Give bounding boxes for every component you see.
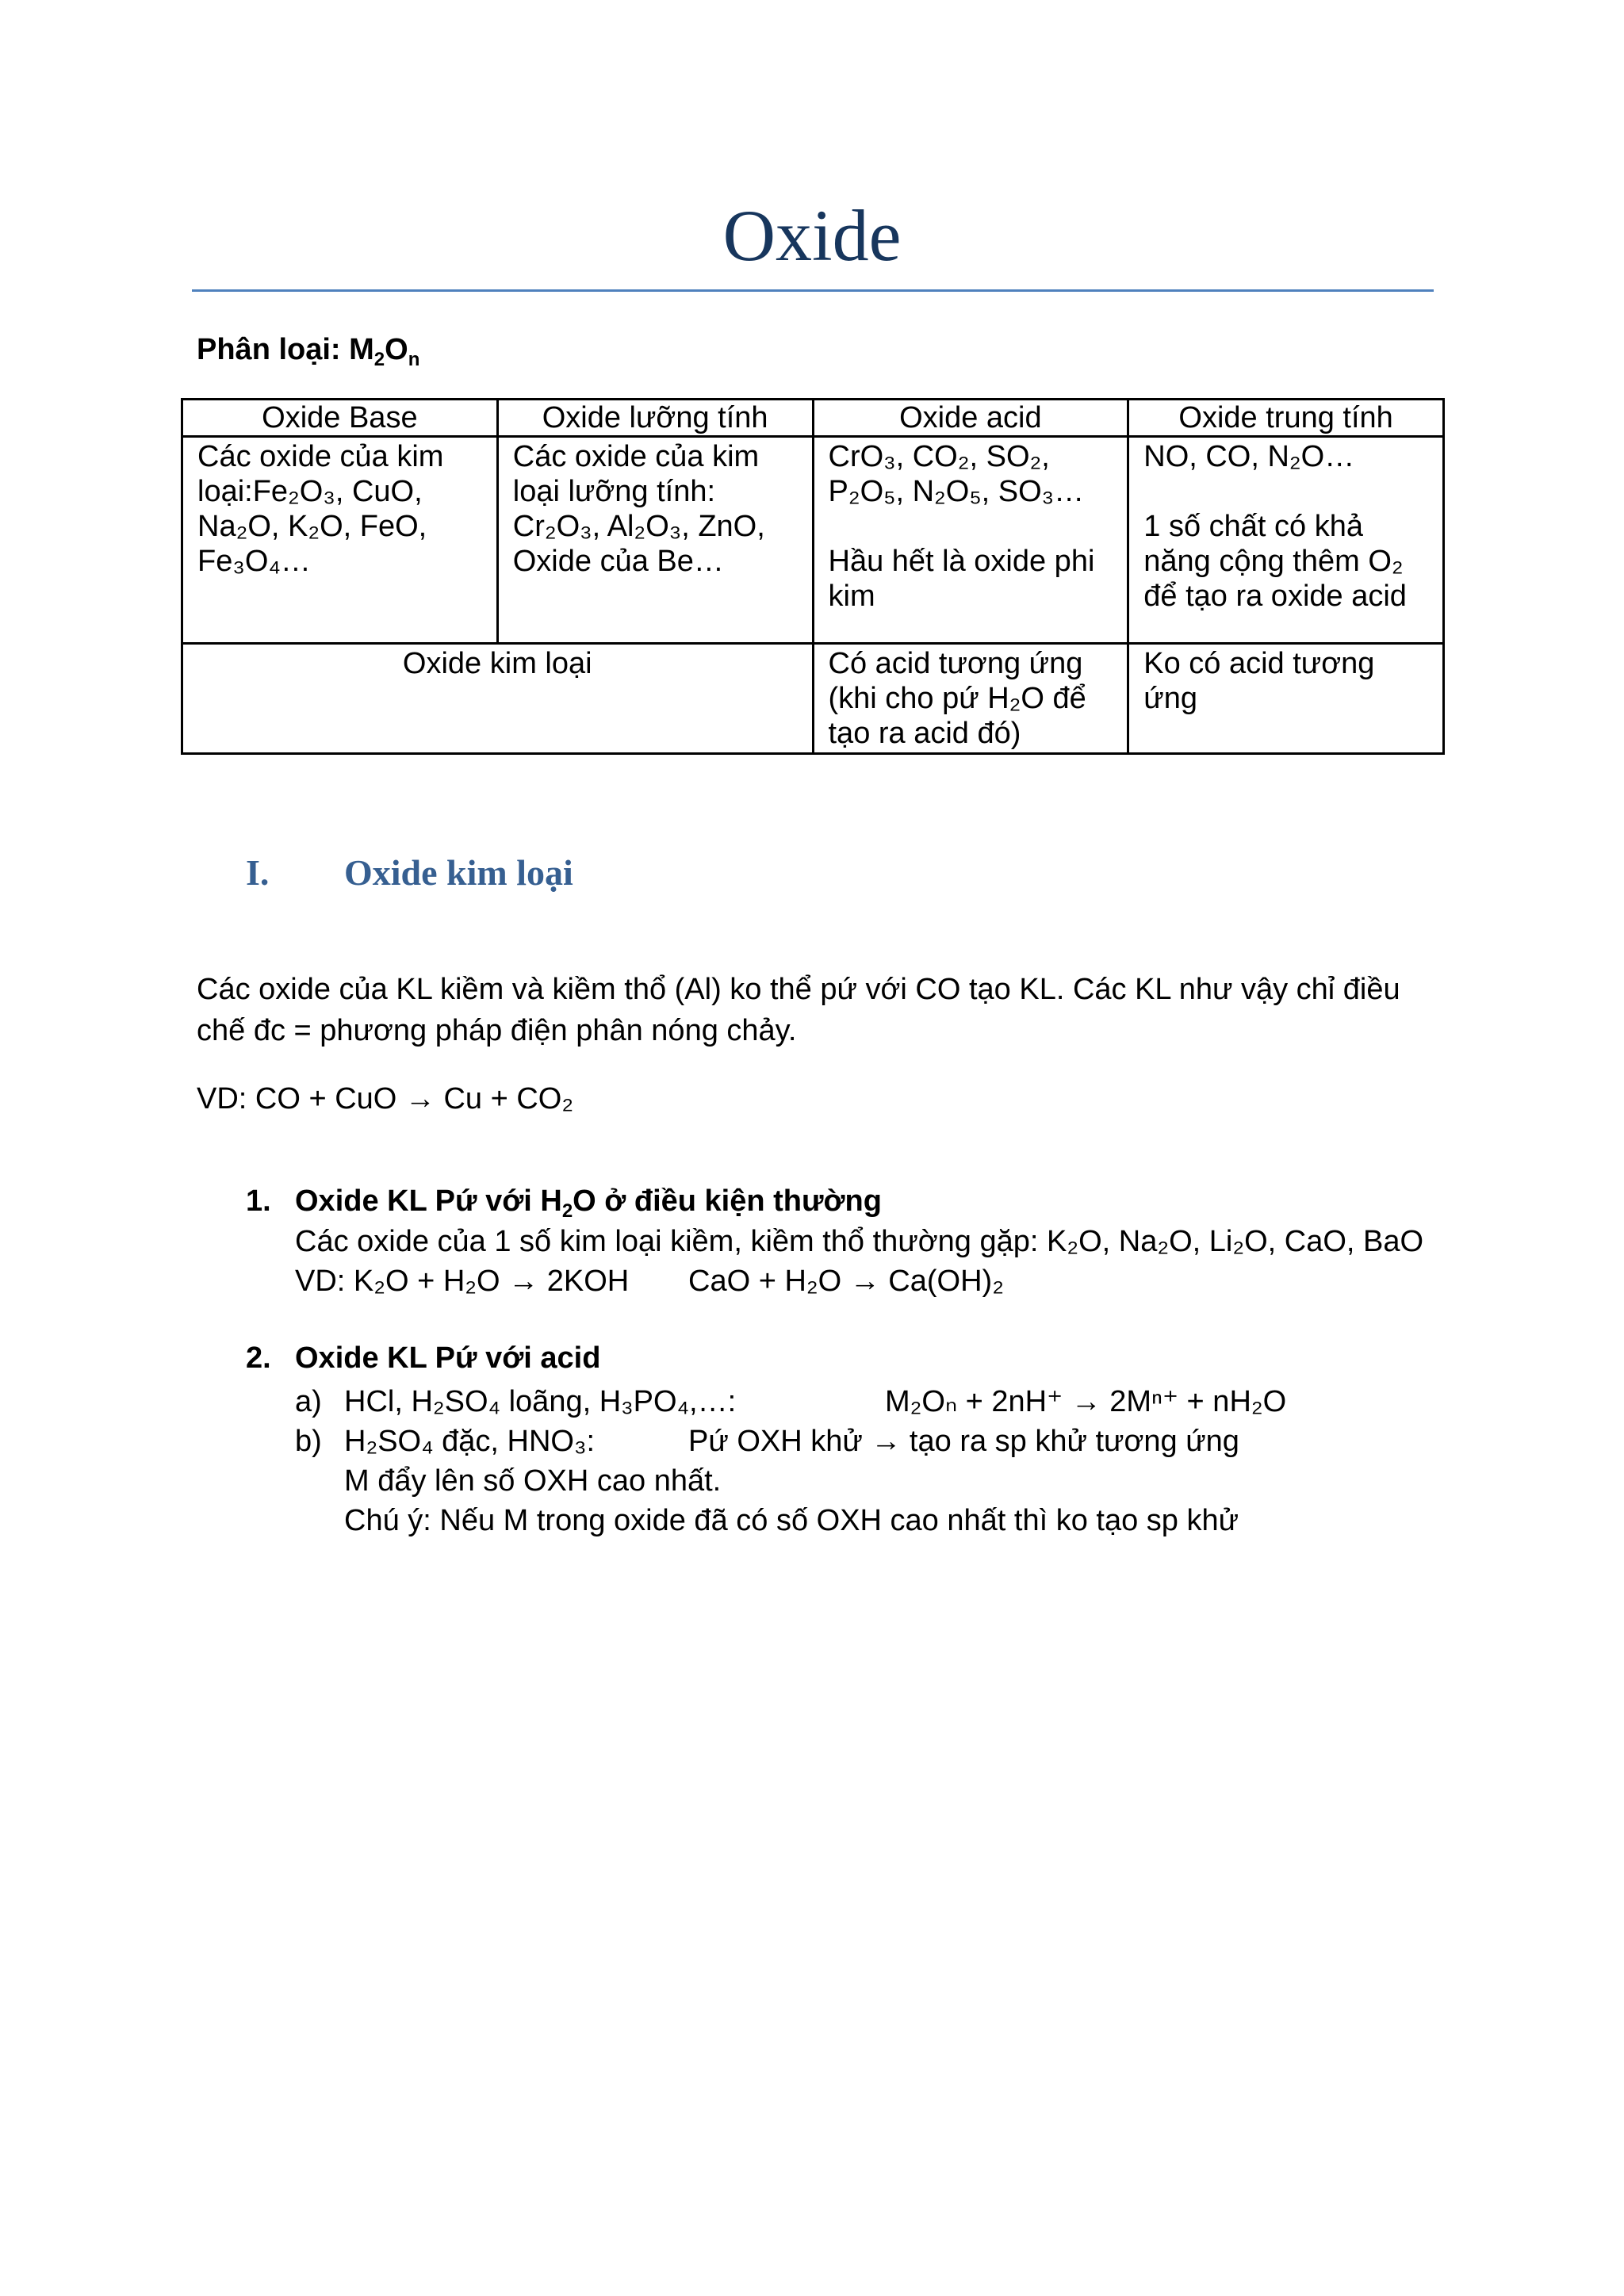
table-header-row [182, 400, 1444, 437]
list-item-number: 2. [246, 1341, 271, 1375]
cell-neutral-examples: NO, CO, N₂O… 1 số chất có khả năng cộng thêm O₂ để tạo ra oxide acid [1128, 437, 1444, 644]
document-title: Oxide [722, 195, 902, 276]
header-oxide-amphoteric: Oxide lưỡng tính [497, 400, 813, 437]
header-oxide-neutral: Oxide trung tính [1128, 400, 1444, 437]
header-oxide-acid: Oxide acid [813, 400, 1128, 437]
section-number: I. [246, 852, 270, 893]
section-title: Oxide kim loại [344, 852, 573, 893]
cell-acid-property: Có acid tương ứng (khi cho pứ H₂O để tạo ra acid đó) [813, 644, 1128, 754]
cell-base-examples: Các oxide của kim loại:Fe₂O₃, CuO, Na₂O, K₂O, FeO, Fe₃O₄… [182, 437, 498, 644]
list-item-equation: CaO + H₂O → Ca(OH)₂ [688, 1265, 1004, 1298]
sub-item-letter: b) [295, 1425, 322, 1458]
sub-item-note: Chú ý: Nếu M trong oxide đã có số OXH cao nhất thì ko tạo sp khử [344, 1504, 1239, 1537]
cell-metal-oxide: Oxide kim loại [182, 644, 814, 754]
sub-item-letter: a) [295, 1385, 322, 1418]
example-equation: VD: CO + CuO → Cu + CO₂ [197, 1082, 574, 1115]
cell-neutral-property: Ko có acid tương ứng [1128, 644, 1444, 754]
list-item-heading: Oxide KL Pứ với acid [295, 1341, 601, 1375]
title-underline [192, 289, 1434, 292]
table-row [182, 437, 1444, 644]
sub-item-equation: M₂Oₙ + 2nH⁺ → 2Mⁿ⁺ + nH₂O [885, 1385, 1287, 1418]
oxide-classification-table [181, 398, 1445, 755]
list-item-equation: VD: K₂O + H₂O → 2KOH [295, 1265, 630, 1298]
classification-heading: Phân loại: $M_2O_n$ [197, 333, 420, 370]
table-row [182, 644, 1444, 754]
list-item-number: 1. [246, 1184, 271, 1218]
cell-amphoteric-examples: Các oxide của kim loại lưỡng tính: Cr₂O₃, Al₂O₃, ZnO, Oxide của Be… [497, 437, 813, 644]
intro-paragraph: Các oxide của KL kiềm và kiềm thổ (Al) ko thể pứ với CO tạo KL. Các KL như vậy chỉ điều chế đc = phương pháp điện phân nóng chảy. [197, 973, 1400, 1047]
list-item-text: Các oxide của 1 số kim loại kiềm, kiềm thổ thường gặp: K₂O, Na₂O, Li₂O, CaO, BaO [295, 1225, 1424, 1258]
sub-item-text: HCl, H₂SO₄ loãng, H₃PO₄,…: [344, 1385, 737, 1418]
sub-item-equation: Pứ OXH khử → tạo ra sp khử tương ứng [688, 1425, 1239, 1458]
sub-item-text: H₂SO₄ đặc, HNO₃: [344, 1425, 596, 1458]
list-item-heading: Oxide KL Pứ với $H_2O$ ở điều kiện thường [295, 1184, 882, 1222]
header-oxide-base: Oxide Base [182, 400, 498, 437]
cell-acid-examples: CrO₃, CO₂, SO₂, P₂O₅, N₂O₅, SO₃… Hầu hết là oxide phi kim [813, 437, 1128, 644]
sub-item-text: M đẩy lên số OXH cao nhất. [344, 1464, 722, 1498]
